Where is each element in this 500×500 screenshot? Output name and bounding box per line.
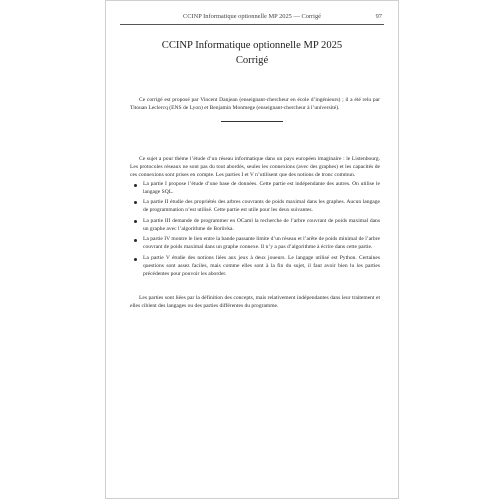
running-title: CCINP Informatique optionnelle MP 2025 — Corrigé xyxy=(183,13,321,20)
title-line-2: Corrigé xyxy=(235,55,269,66)
document-page xyxy=(106,1,398,498)
bullet-icon xyxy=(134,201,137,204)
list-item xyxy=(130,199,380,215)
list-item-text: La partie IV montre le lien entre la bande passante limite d’un réseau et l’arête de poids minimal de l’arbre couvrant de poids maximal dans un graphe connexe. Il n’y a pas d’algorithme à écrire dans cette partie. xyxy=(143,236,380,251)
parts-list xyxy=(130,181,380,279)
closing-paragraph: Les parties sont liées par la définition des concepts, mais relativement indépendantes dans leur traitement et elles ciblent des langages ou des parties différentes du programme. xyxy=(130,295,380,309)
list-item-text: La partie II étudie des propriétés des arbres couvrants de poids maximal dans les graphes. Aucun langage de programmation n’est utilisé. Cette partie est utile pour les deux suivantes. xyxy=(143,198,380,213)
page-title xyxy=(120,38,384,68)
bullet-icon xyxy=(134,184,137,187)
list-item-text: La partie V étudie des notions liées aux jeux à deux joueurs. Le langage utilisé est Python. Certaines questions sont assez faciles, mais comme elles sont à la fin du sujet, il faut avoir bien lu les parties précédentes pour pouvoir les aborder. xyxy=(143,255,380,278)
credits-paragraph: Ce corrigé est proposé par Vincent Danjean (enseignant-chercheur en école d’ingénieurs) ; il a été relu par Titouan Leclercq (ENS de Lyon) et Benjamin Monmege (enseignant-chercheur à l’université). xyxy=(130,97,380,111)
list-item xyxy=(130,218,380,234)
page-number: 97 xyxy=(375,13,382,20)
running-header xyxy=(120,12,384,25)
list-item xyxy=(130,255,380,279)
intro-paragraph: Ce sujet a pour thème l’étude d’un réseau informatique dans un pays européen imaginaire : le Listenbourg. Les protocoles réseaux ne sont pas du tout abordés, seules les connexions (avec des graphes) et les capacités de ces connexions sont prises en compte. Les parties I et V n’utilisent que des notions de tronc commun. xyxy=(130,156,380,178)
bullet-icon xyxy=(134,220,137,223)
list-item xyxy=(130,181,380,197)
title-line-1: CCINP Informatique optionnelle MP 2025 xyxy=(161,40,343,51)
separator-rule xyxy=(221,121,283,122)
bullet-icon xyxy=(134,239,137,242)
list-item-text: La partie I propose l’étude d’une base de données. Cette partie est indépendante des autres. On utilise le langage SQL. xyxy=(143,181,380,195)
list-item-text: La partie III demande de programmer en OCaml la recherche de l’arbre couvrant de poids maximal dans un graphe avec l’algorithme de Borůvka. xyxy=(143,217,380,232)
bullet-icon xyxy=(134,258,137,261)
list-item xyxy=(130,236,380,252)
